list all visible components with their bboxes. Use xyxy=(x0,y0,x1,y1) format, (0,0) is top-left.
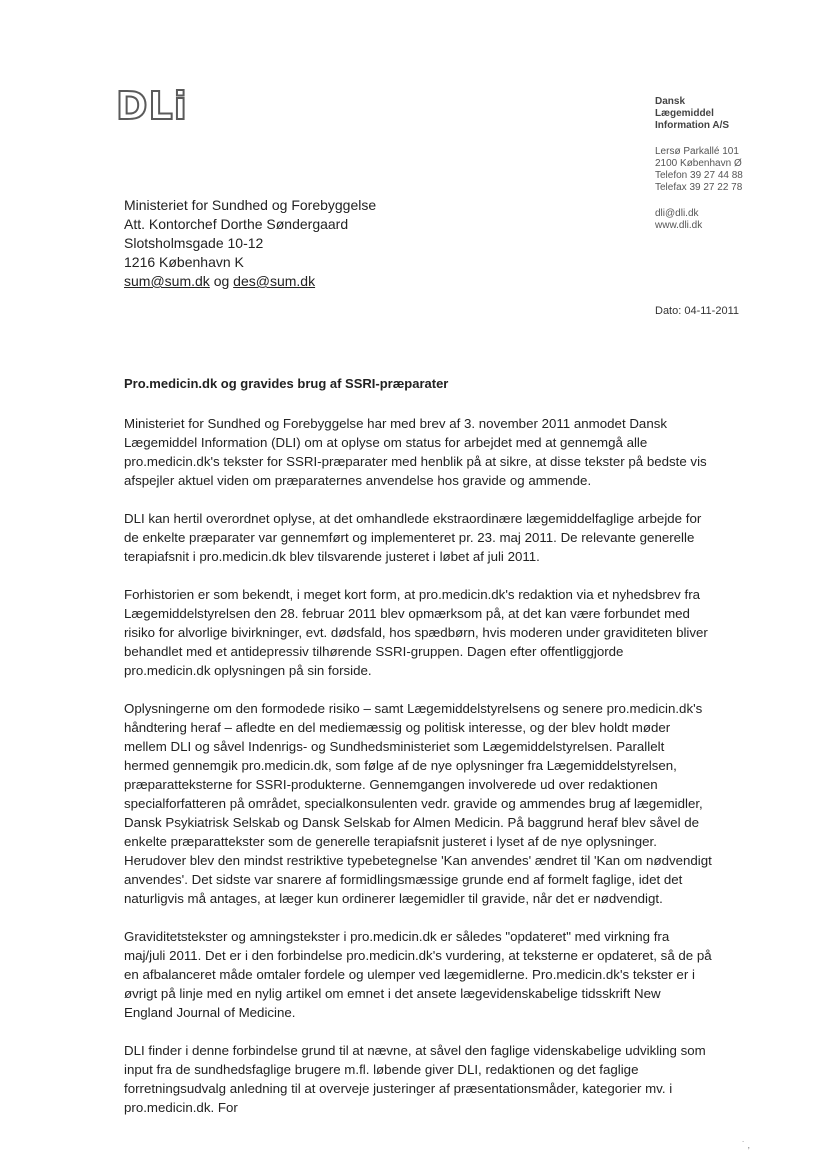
sender-email: dli@dli.dk xyxy=(655,208,699,219)
recipient-address xyxy=(124,196,376,291)
recipient-line: Ministeriet for Sundhed og Forebyggelse xyxy=(124,197,377,213)
sender-name-line: Information A/S xyxy=(655,120,730,131)
body-paragraph: DLI kan hertil overordnet oplyse, at det omhandlede ekstraordinære lægemiddelfaglige arbejde for de enkelte præparater var gennemført og implementeret pr. 23. maj 2011. De relevante generelle terapiafsnit i pro.medicin.dk blev tilsvarende justeret i løbet af juli 2011. xyxy=(124,511,702,564)
letter-date: Dato: 04-11-2011 xyxy=(655,305,739,317)
recipient-line: 1216 København K xyxy=(124,254,244,270)
email-joiner: og xyxy=(213,273,230,289)
scan-speck: ˙ , xyxy=(742,1140,750,1150)
dli-logo-text: DLi xyxy=(116,84,188,128)
body-paragraph: DLI finder i denne forbindelse grund til at nævne, at såvel den faglige videnskabelige udvikling som input fra de sundhedsfaglige brugere m.fl. løbende giver DLI, redaktionen og det faglige forretningsudvalg anledning til at overveje justeringer af præsentationsmåder, kategorier mv. i pro.medicin.dk. For xyxy=(124,1043,706,1115)
letter-subject: Pro.medicin.dk og gravides brug af SSRI-præparater xyxy=(124,376,449,391)
recipient-email-link[interactable]: sum@sum.dk xyxy=(124,273,210,289)
sender-address-line: 2100 København Ø xyxy=(655,158,742,169)
recipient-line: Slotsholmsgade 10-12 xyxy=(124,235,264,251)
body-paragraph: Ministeriet for Sundhed og Forebyggelse har med brev af 3. november 2011 anmodet Dansk Lægemiddel Information (DLI) om at oplyse om status for arbejdet med at gennemgå alle pro.medicin.dk's tekster for SSRI-præparater med henblik på at sikre, at disse tekster på bedste vis afspejler aktuel viden om præparaternes anvendelse hos gravide og ammende. xyxy=(124,416,707,488)
sender-phone: Telefon 39 27 44 88 xyxy=(655,170,743,181)
sender-block xyxy=(655,96,743,232)
recipient-emails xyxy=(124,272,376,291)
sender-name-line: Lægemiddel xyxy=(655,108,714,119)
sender-address-line: Lersø Parkallé 101 xyxy=(655,146,739,157)
body-paragraph: Graviditetstekster og amningstekster i pro.medicin.dk er således "opdateret" med virkning fra maj/juli 2011. Det er i den forbindelse pro.medicin.dk's vurdering, at teksterne er opdateret, så de på en afbalanceret måde omtaler fordele og ulemper ved lægemidlerne. Pro.medicin.dk's tekster er i øvrigt på linje med en nylig artikel om emnet i det ansete lægevidenskabelige tidsskrift New England Journal of Medicine. xyxy=(124,929,712,1020)
body-paragraph: Forhistorien er som bekendt, i meget kort form, at pro.medicin.dk's redaktion via et nyhedsbrev fra Lægemiddelstyrelsen den 28. februar 2011 blev opmærksom på, at det kan være forbundet med risiko for alvorlige bivirkninger, evt. dødsfald, hos spædbørn, hvis moderen under graviditeten bliver behandlet med et antidepressiv tilhørende SSRI-gruppen. Dagen efter offentliggjorde pro.medicin.dk oplysningen på sin forside. xyxy=(124,587,708,678)
recipient-line: Att. Kontorchef Dorthe Søndergaard xyxy=(124,216,349,232)
sender-name-line: Dansk xyxy=(655,96,686,107)
sender-fax: Telefax 39 27 22 78 xyxy=(655,182,743,193)
sender-website: www.dli.dk xyxy=(655,220,703,231)
dli-logo xyxy=(116,86,188,126)
recipient-email-link[interactable]: des@sum.dk xyxy=(233,273,316,289)
letter-body xyxy=(124,414,712,1117)
body-paragraph: Oplysningerne om den formodede risiko – samt Lægemiddelstyrelsens og senere pro.medicin.dk's håndtering heraf – afledte en del mediemæssig og politisk interesse, og der blev holdt møder mellem DLI og såvel Indenrigs- og Sundhedsministeriet som Lægemiddelstyrelsen. Parallelt hermed gennemgik pro.medicin.dk, som følge af de nye oplysninger fra Lægemiddelstyrelsen, præparatteksterne for SSRI-produkterne. Gennemgangen involverede ud over redaktionen specialforfatteren på området, specialkonsulenten vedr. gravide og ammendes brug af lægemidler, Dansk Psykiatrisk Selskab og Dansk Selskab for Almen Medicin. På baggrund heraf blev såvel de enkelte præparattekster som de generelle terapiafsnit justeret i lyset af de nye oplysninger. Herudover blev den mindst restriktive typebetegnelse 'Kan anvendes' ændret til 'Kan om nødvendigt anvendes'. Det sidste var snarere af formidlingsmæssige grunde end af formelt faglige, idet det naturligvis må antages, at læger kun ordinerer lægemidler til gravide, når det er nødvendigt. xyxy=(124,701,712,906)
